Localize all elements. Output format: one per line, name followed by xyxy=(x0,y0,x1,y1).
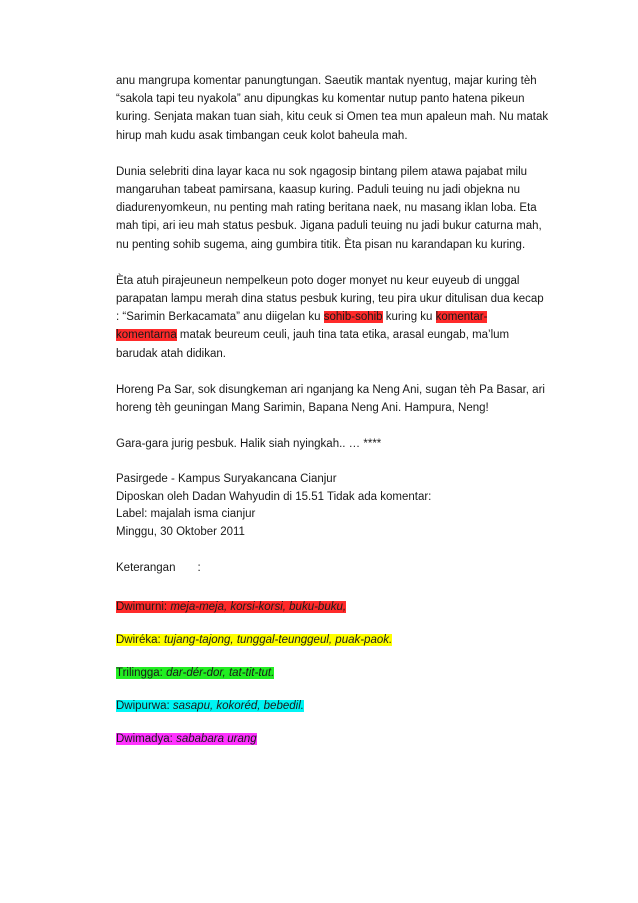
text-segment: kuring ku xyxy=(382,311,436,324)
legend-highlight xyxy=(116,634,392,646)
legend-dwireka xyxy=(116,631,568,649)
legend-examples: sababara urang xyxy=(176,733,257,746)
legend-term: Dwiréka: xyxy=(116,633,164,646)
text-line: parapatan lampu merah dina status pesbuk kuring, teu pira ukur ditulisan dua kecap xyxy=(116,293,544,306)
legend-term: Trilingga: xyxy=(116,667,167,680)
text-segment: : “Sarimin Berkacamata” anu diigelan ku xyxy=(116,311,324,324)
text-line: nu penting sohib sugema, aing gumbira titik. Èta pisan nu karandapan ku kuring. xyxy=(116,238,526,251)
text-line: kuring. Senjata makan tuan siah, kitu ceuk si Omen tea mun apaleun mah. Nu matak xyxy=(116,111,549,124)
paragraph-2 xyxy=(116,163,568,254)
legend-term: Dwimadya: xyxy=(116,733,177,746)
paragraph-1 xyxy=(116,72,568,145)
legend-dwipurwa xyxy=(116,697,568,715)
text-line xyxy=(116,308,568,326)
text-line: hirup mah kudu asak timbangan ceuk kolot baheula mah. xyxy=(116,129,408,142)
legend-examples: sasapu, kokoréd, bebedil. xyxy=(172,700,304,713)
post-meta xyxy=(116,471,568,541)
paragraph-5 xyxy=(116,435,568,453)
text-line: Dunia selebriti dina layar kaca nu sok ngagosip bintang pilem atawa pajabat milu xyxy=(116,165,528,178)
legend-dwimadya xyxy=(116,730,568,748)
keterangan-colon: : xyxy=(197,562,201,575)
legend-term: Dwipurwa: xyxy=(116,700,173,713)
text-line: Horeng Pa Sar, sok disungkeman ari nganjang ka Neng Ani, sugan tèh Pa Basar, ari xyxy=(116,383,545,396)
legend-dwimurni xyxy=(116,598,568,616)
meta-date: Minggu, 30 Oktober 2011 xyxy=(116,525,245,538)
paragraph-4 xyxy=(116,381,568,417)
text-line: barudak atah didikan. xyxy=(116,347,226,360)
text-line: “sakola tapi teu nyakola” anu dipungkas ku komentar nutup panto hatena pikeun xyxy=(116,93,525,106)
text-line: anu mangrupa komentar panungtungan. Saeutik mantak nyentug, majar kuring tèh xyxy=(116,75,537,87)
highlight-dwimurni: komentarna xyxy=(116,329,177,342)
meta-label: Label: majalah isma cianjur xyxy=(116,508,256,521)
paragraph-3 xyxy=(116,272,568,363)
text-line: mah tipi, ari ieu mah status pesbuk. Jigana paduli teuing nu jadi bukur caturna mah, xyxy=(116,220,542,233)
legend-examples: meja-meja, korsi-korsi, buku-buku, xyxy=(170,600,347,613)
legend-examples: dar-dér-dor, tat-tit-tut. xyxy=(166,667,275,680)
legend-examples: tujang-tajong, tunggal-teunggeul, puak-paok. xyxy=(163,633,393,646)
legend-trilingga xyxy=(116,664,568,682)
text-line xyxy=(116,326,568,344)
document-page xyxy=(116,72,568,764)
text-line: mangaruhan tabeat pamirsana, kaasup kuring. Paduli teuing nu jadi objekna nu xyxy=(116,184,521,197)
text-segment: matak beureum ceuli, jauh tina tata etika, arasal eungab, ma’lum xyxy=(176,329,510,342)
keterangan-label: Keterangan xyxy=(116,562,176,575)
text-line: diadurenyomkeun, nu penting mah rating beritana naek, nu masang iklan loba. Eta xyxy=(116,202,537,215)
legend-highlight xyxy=(116,700,304,712)
legend-highlight xyxy=(116,733,257,745)
highlight-dwimurni: komentar- xyxy=(435,311,488,324)
meta-posted: Diposkan oleh Dadan Wahyudin di 15.51 Tidak ada komentar: xyxy=(116,490,432,503)
text-line: Gara-gara jurig pesbuk. Halik siah nyingkah.. … **** xyxy=(116,438,382,451)
text-line: Èta atuh pirajeuneun nempelkeun poto doger monyet nu keur euyeub di unggal xyxy=(116,274,520,287)
keterangan-heading xyxy=(116,559,568,577)
highlight-dwimurni: sohib-sohib xyxy=(323,311,383,324)
legend-highlight xyxy=(116,667,274,679)
legend-term: Dwimurni: xyxy=(116,600,171,613)
text-line: horeng tèh geuningan Mang Sarimin, Bapana Neng Ani. Hampura, Neng! xyxy=(116,402,489,415)
legend-highlight xyxy=(116,601,346,613)
meta-place: Pasirgede - Kampus Suryakancana Cianjur xyxy=(116,473,337,486)
